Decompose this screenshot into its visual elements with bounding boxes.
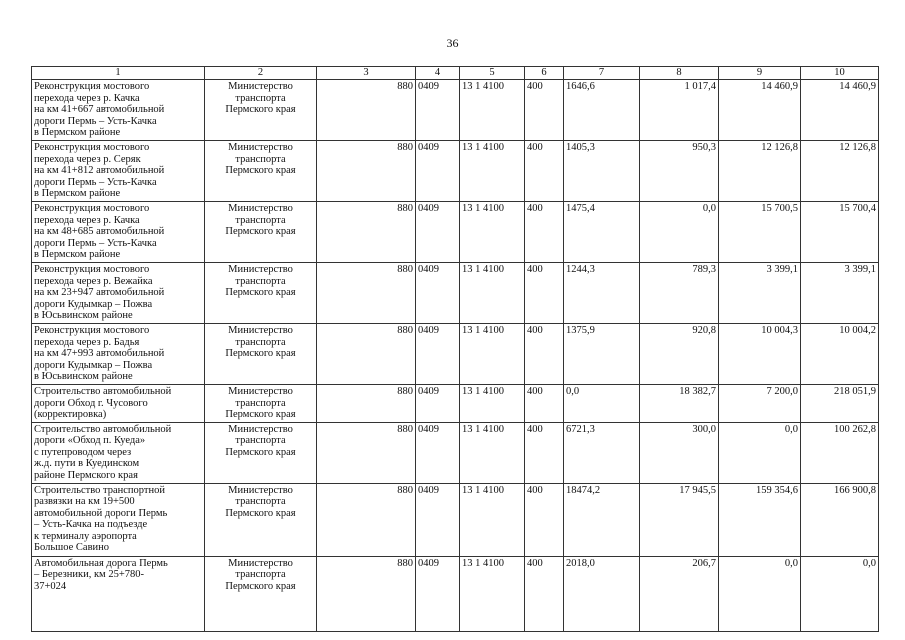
object-name-line: на км 47+993 автомобильной: [34, 348, 165, 359]
cell-col8: 1 017,4: [640, 80, 719, 141]
cell-col8: 17 945,5: [640, 483, 719, 556]
cell-col4: 0409: [416, 556, 460, 631]
cell-col7: 1405,3: [564, 141, 640, 202]
object-name-line: районе Пермского края: [34, 469, 138, 481]
budget-table: [31, 66, 879, 632]
cell-owner: [205, 263, 317, 324]
owner-line: Министерство: [228, 264, 293, 275]
cell-col5: 13 1 4100: [460, 263, 525, 324]
column-header: 3: [317, 67, 416, 80]
object-name-line: Большое Савино: [34, 542, 110, 553]
owner-line: транспорта: [235, 496, 286, 507]
cell-col3: 880: [317, 483, 416, 556]
table-row: [32, 141, 879, 202]
column-header: 2: [205, 67, 317, 80]
column-header: 5: [460, 67, 525, 80]
table-row: [32, 202, 879, 263]
cell-object-name: [32, 385, 205, 423]
object-name-line: ж.д. пути в Куединском: [34, 458, 140, 469]
cell-object-name: [32, 324, 205, 385]
cell-col3: 880: [317, 324, 416, 385]
object-name-line: дороги Обход г. Чусового: [34, 397, 148, 409]
object-name-line: автомобильной дороги Пермь: [34, 507, 168, 519]
cell-object-name: [32, 483, 205, 556]
owner-line: Министерство: [228, 484, 293, 496]
cell-col5: 13 1 4100: [460, 483, 525, 556]
object-name-line: дороги Пермь – Усть-Качка: [34, 115, 157, 127]
cell-col10: 0,0: [801, 556, 879, 631]
cell-col8: 18 382,7: [640, 385, 719, 423]
object-name-line: 37+024: [34, 580, 67, 592]
cell-col7: 0,0: [564, 385, 640, 423]
object-name-line: с путепроводом через: [34, 446, 132, 458]
cell-col5: 13 1 4100: [460, 141, 525, 202]
cell-col8: 300,0: [640, 422, 719, 483]
owner-line: Пермского края: [225, 580, 296, 592]
table-row: [32, 324, 879, 385]
cell-col9: 10 004,3: [719, 324, 801, 385]
cell-col7: 1244,3: [564, 263, 640, 324]
cell-col3: 880: [317, 80, 416, 141]
cell-col6: 400: [525, 141, 564, 202]
cell-col4: 0409: [416, 202, 460, 263]
object-name-line: перехода через р. Качка: [34, 92, 140, 104]
cell-col4: 0409: [416, 385, 460, 423]
owner-line: Пермского края: [225, 165, 296, 176]
owner-line: Министерство: [228, 557, 293, 569]
cell-col10: 3 399,1: [801, 263, 879, 324]
cell-col5: 13 1 4100: [460, 80, 525, 141]
object-name-line: в Юсьвинском районе: [34, 310, 133, 321]
cell-col6: 400: [525, 385, 564, 423]
owner-line: транспорта: [235, 435, 286, 446]
cell-col10: 100 262,8: [801, 422, 879, 483]
object-name-line: Реконструкция мостового: [34, 264, 150, 275]
object-name-line: Автомобильная дорога Пермь: [34, 557, 168, 569]
cell-object-name: [32, 80, 205, 141]
cell-owner: [205, 80, 317, 141]
cell-col9: 14 460,9: [719, 80, 801, 141]
cell-col5: 13 1 4100: [460, 385, 525, 423]
table-row: [32, 422, 879, 483]
owner-line: Министерство: [228, 203, 293, 214]
cell-object-name: [32, 556, 205, 631]
cell-col4: 0409: [416, 324, 460, 385]
object-name-line: дороги Пермь – Усть-Качка: [34, 176, 157, 188]
cell-col5: 13 1 4100: [460, 202, 525, 263]
object-name-line: (корректировка): [34, 409, 107, 420]
column-header: 4: [416, 67, 460, 80]
cell-col8: 0,0: [640, 202, 719, 263]
object-name-line: в Пермском районе: [34, 188, 121, 199]
cell-col3: 880: [317, 422, 416, 483]
cell-col4: 0409: [416, 422, 460, 483]
cell-col9: 159 354,6: [719, 483, 801, 556]
object-name-line: – Усть-Качка на подъезде: [34, 519, 148, 530]
cell-col7: 1475,4: [564, 202, 640, 263]
column-header: 7: [564, 67, 640, 80]
owner-line: Министерство: [228, 423, 293, 435]
cell-col7: 1375,9: [564, 324, 640, 385]
cell-col9: 12 126,8: [719, 141, 801, 202]
object-name-line: в Юсьвинском районе: [34, 371, 133, 382]
cell-col7: 6721,3: [564, 422, 640, 483]
owner-line: Министерство: [228, 386, 293, 397]
owner-line: Министерство: [228, 325, 293, 336]
cell-owner: [205, 483, 317, 556]
cell-owner: [205, 324, 317, 385]
object-name-line: перехода через р. Бадья: [34, 336, 140, 348]
cell-col10: 14 460,9: [801, 80, 879, 141]
object-name-line: перехода через р. Серяк: [34, 153, 141, 165]
cell-col5: 13 1 4100: [460, 556, 525, 631]
owner-line: Пермского края: [225, 446, 296, 458]
owner-line: Пермского края: [225, 507, 296, 519]
owner-line: транспорта: [235, 275, 286, 287]
cell-col10: 12 126,8: [801, 141, 879, 202]
cell-object-name: [32, 263, 205, 324]
cell-col3: 880: [317, 141, 416, 202]
column-header: 6: [525, 67, 564, 80]
cell-object-name: [32, 422, 205, 483]
cell-object-name: [32, 202, 205, 263]
cell-col9: 3 399,1: [719, 263, 801, 324]
object-name-line: Реконструкция мостового: [34, 203, 150, 214]
object-name-line: в Пермском районе: [34, 127, 121, 138]
object-name-line: к терминалу аэропорта: [34, 530, 137, 542]
object-name-line: дороги Кудымкар – Пожва: [34, 298, 153, 310]
object-name-line: развязки на км 19+500: [34, 496, 135, 507]
object-name-line: Реконструкция мостового: [34, 81, 150, 92]
owner-line: Пермского края: [225, 226, 296, 237]
cell-col6: 400: [525, 263, 564, 324]
cell-col3: 880: [317, 556, 416, 631]
cell-col10: 166 900,8: [801, 483, 879, 556]
cell-col6: 400: [525, 422, 564, 483]
table-row: [32, 80, 879, 141]
cell-col8: 789,3: [640, 263, 719, 324]
object-name-line: на км 48+685 автомобильной: [34, 226, 165, 237]
cell-col7: 2018,0: [564, 556, 640, 631]
owner-line: транспорта: [235, 214, 286, 226]
cell-col8: 920,8: [640, 324, 719, 385]
cell-owner: [205, 385, 317, 423]
cell-col8: 950,3: [640, 141, 719, 202]
column-header: 9: [719, 67, 801, 80]
object-name-line: на км 41+812 автомобильной: [34, 165, 165, 176]
object-name-line: перехода через р. Качка: [34, 214, 140, 226]
column-header: 10: [801, 67, 879, 80]
table-row: [32, 385, 879, 423]
object-name-line: дороги Пермь – Усть-Качка: [34, 237, 157, 249]
cell-col9: 15 700,5: [719, 202, 801, 263]
object-name-line: в Пермском районе: [34, 249, 121, 260]
table-row: [32, 556, 879, 631]
owner-line: Пермского края: [225, 287, 296, 298]
cell-owner: [205, 422, 317, 483]
cell-col10: 218 051,9: [801, 385, 879, 423]
object-name-line: дороги Кудымкар – Пожва: [34, 359, 153, 371]
cell-col6: 400: [525, 324, 564, 385]
owner-line: Министерство: [228, 81, 293, 92]
cell-col8: 206,7: [640, 556, 719, 631]
owner-line: транспорта: [235, 153, 286, 165]
cell-col3: 880: [317, 263, 416, 324]
cell-col6: 400: [525, 202, 564, 263]
object-name-line: дороги «Обход п. Куеда»: [34, 435, 146, 446]
owner-line: транспорта: [235, 92, 286, 104]
cell-col6: 400: [525, 483, 564, 556]
cell-col4: 0409: [416, 483, 460, 556]
object-name-line: Строительство автомобильной: [34, 386, 172, 397]
object-name-line: Строительство автомобильной: [34, 423, 172, 435]
owner-line: транспорта: [235, 336, 286, 348]
cell-col7: 1646,6: [564, 80, 640, 141]
cell-owner: [205, 556, 317, 631]
object-name-line: Строительство транспортной: [34, 484, 165, 496]
cell-col4: 0409: [416, 263, 460, 324]
cell-col5: 13 1 4100: [460, 324, 525, 385]
cell-col6: 400: [525, 556, 564, 631]
header-row: [32, 67, 879, 80]
object-name-line: Реконструкция мостового: [34, 325, 150, 336]
owner-line: транспорта: [235, 569, 286, 580]
page-number: 36: [446, 36, 459, 50]
table-body: [32, 80, 879, 632]
object-name-line: на км 41+667 автомобильной: [34, 104, 165, 115]
cell-col9: 0,0: [719, 556, 801, 631]
cell-col7: 18474,2: [564, 483, 640, 556]
table-row: [32, 483, 879, 556]
cell-col9: 0,0: [719, 422, 801, 483]
owner-line: Пермского края: [225, 348, 296, 359]
cell-col9: 7 200,0: [719, 385, 801, 423]
cell-col4: 0409: [416, 80, 460, 141]
cell-col3: 880: [317, 385, 416, 423]
column-header: 1: [32, 67, 205, 80]
cell-owner: [205, 141, 317, 202]
cell-col10: 15 700,4: [801, 202, 879, 263]
column-header: 8: [640, 67, 719, 80]
object-name-line: перехода через р. Вежайка: [34, 275, 153, 287]
cell-owner: [205, 202, 317, 263]
cell-col3: 880: [317, 202, 416, 263]
cell-object-name: [32, 141, 205, 202]
owner-line: транспорта: [235, 397, 286, 409]
cell-col5: 13 1 4100: [460, 422, 525, 483]
object-name-line: – Березники, км 25+780-: [34, 569, 144, 580]
cell-col10: 10 004,2: [801, 324, 879, 385]
owner-line: Пермского края: [225, 409, 296, 420]
cell-col6: 400: [525, 80, 564, 141]
object-name-line: Реконструкция мостового: [34, 142, 150, 153]
object-name-line: на км 23+947 автомобильной: [34, 287, 165, 298]
owner-line: Пермского края: [225, 104, 296, 115]
table-row: [32, 263, 879, 324]
cell-col4: 0409: [416, 141, 460, 202]
owner-line: Министерство: [228, 142, 293, 153]
